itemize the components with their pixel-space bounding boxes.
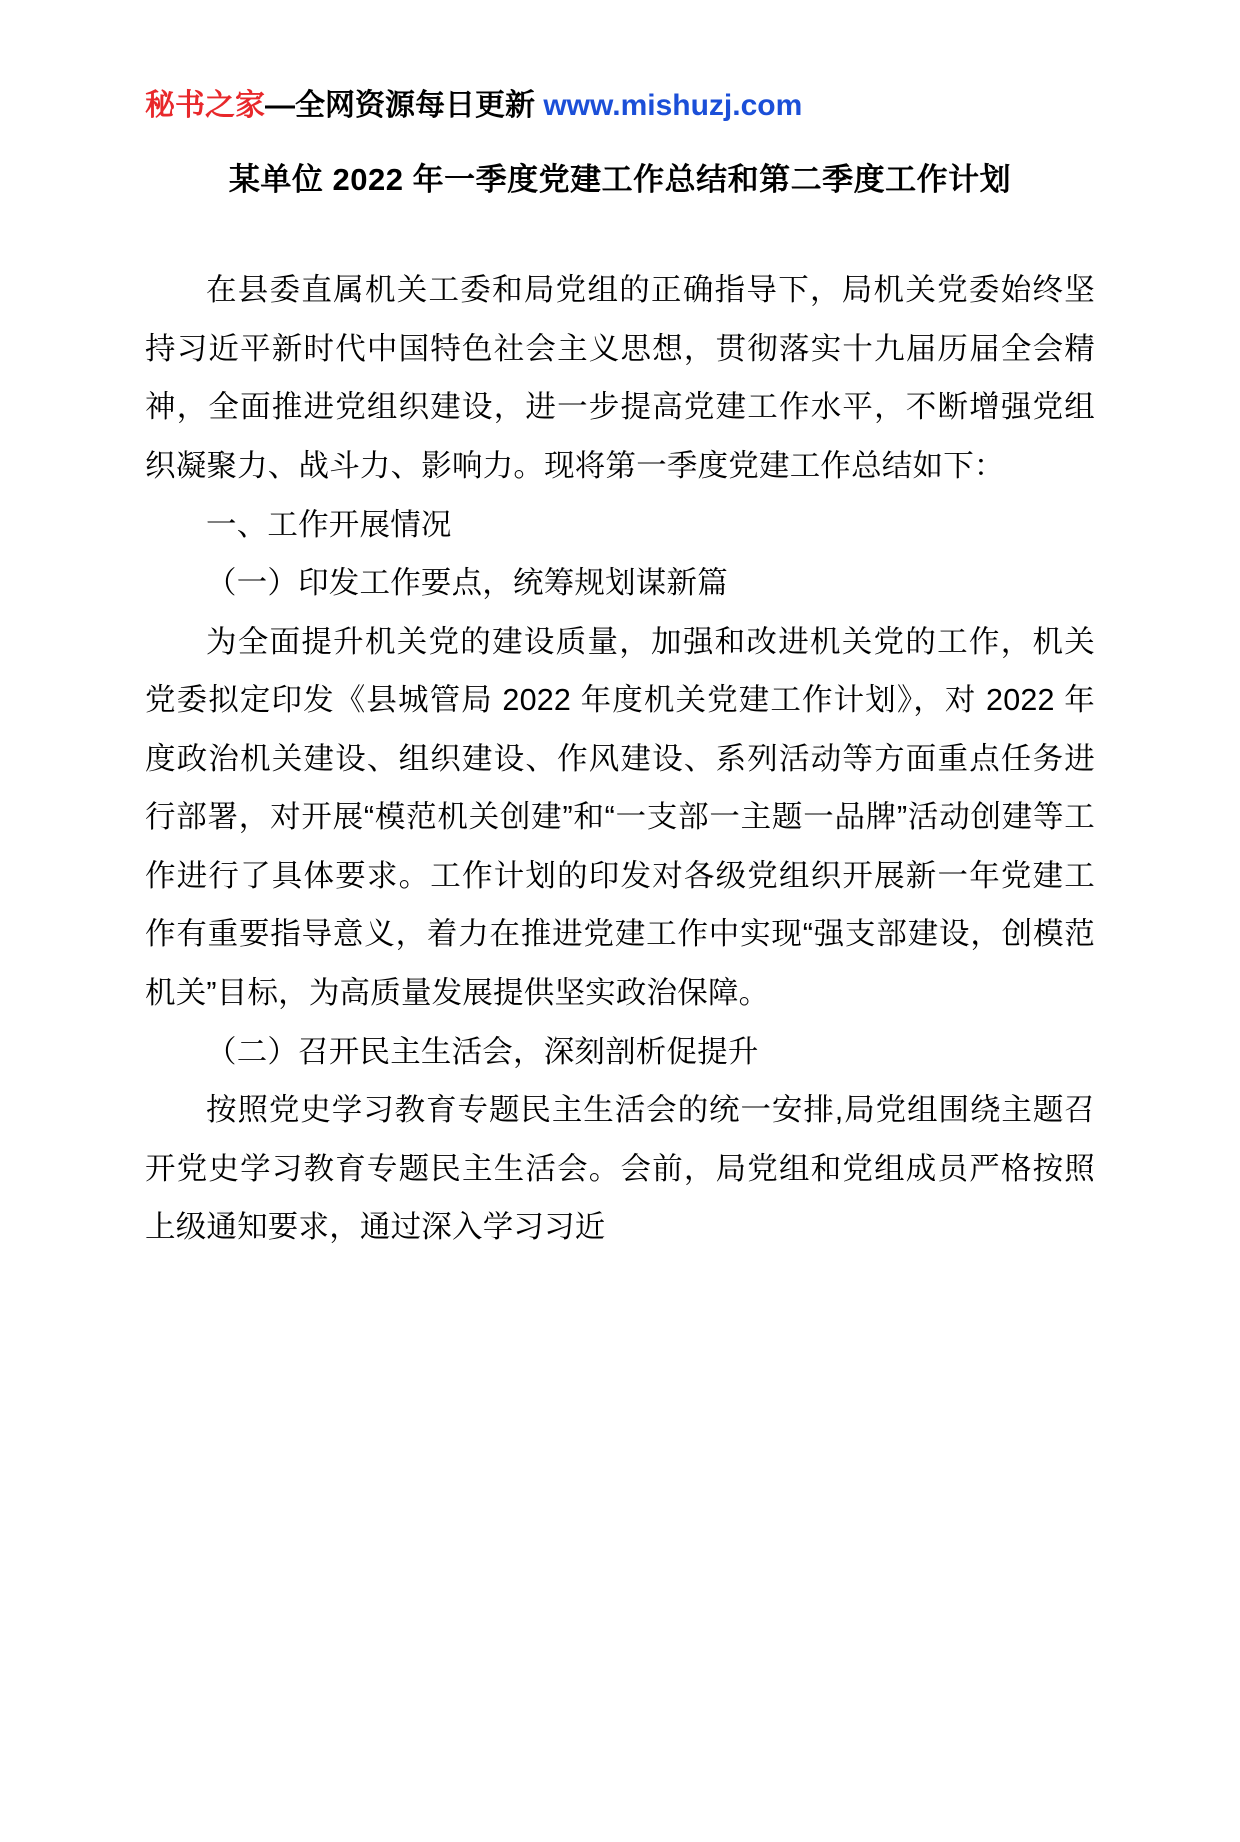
paragraph: 按照党史学习教育专题民主生活会的统一安排,局党组围绕主题召开党史学习教育专题民主生活会。会前，局党组和党组成员严格按照上级通知要求，通过深入学习习近 — [145, 1093, 1095, 1245]
watermark-banner — [145, 88, 1095, 124]
paragraph: 在县委直属机关工委和局党组的正确指导下，局机关党委始终坚持习近平新时代中国特色社会主义思想，贯彻落实十九届历届全会精神，全面推进党组织建设，进一步提高党建工作水平，不断增强党组织凝聚力、战斗力、影响力。现将第一季度党建工作总结如下： — [145, 273, 1095, 484]
paragraph: 一、工作开展情况 — [206, 507, 452, 542]
page-title: 某单位 2022 年一季度党建工作总结和第二季度工作计划 — [228, 162, 1012, 197]
watermark-middle-text: —全网资源每日更新 — [265, 89, 544, 122]
watermark-brand: 秘书之家 — [145, 89, 265, 122]
paragraph: （一）印发工作要点，统筹规划谋新篇 — [206, 566, 728, 601]
document-body — [145, 261, 1095, 1256]
paragraph: （二）召开民主生活会，深刻剖析促提升 — [206, 1034, 759, 1069]
paragraph: 为全面提升机关党的建设质量，加强和改进机关党的工作，机关党委拟定印发《县城管局 2022 年度机关党建工作计划》，对 2022 年度政治机关建设、组织建设、作风建设、系列活动等方面重点任务进行部署，对开展“模范机关创建”和“一支部一主题一品牌”活动创建等工作进行了具体要求。工作计划的印发对各级党组织开展新一年党建工作有重要指导意义，着力在推进党建工作中实现“强支部建设，创模范机关”目标，为高质量发展提供坚实政治保障。 — [145, 624, 1095, 1010]
watermark-url[interactable]: www.mishuzj.com — [543, 89, 803, 122]
document-page — [0, 88, 1240, 1842]
